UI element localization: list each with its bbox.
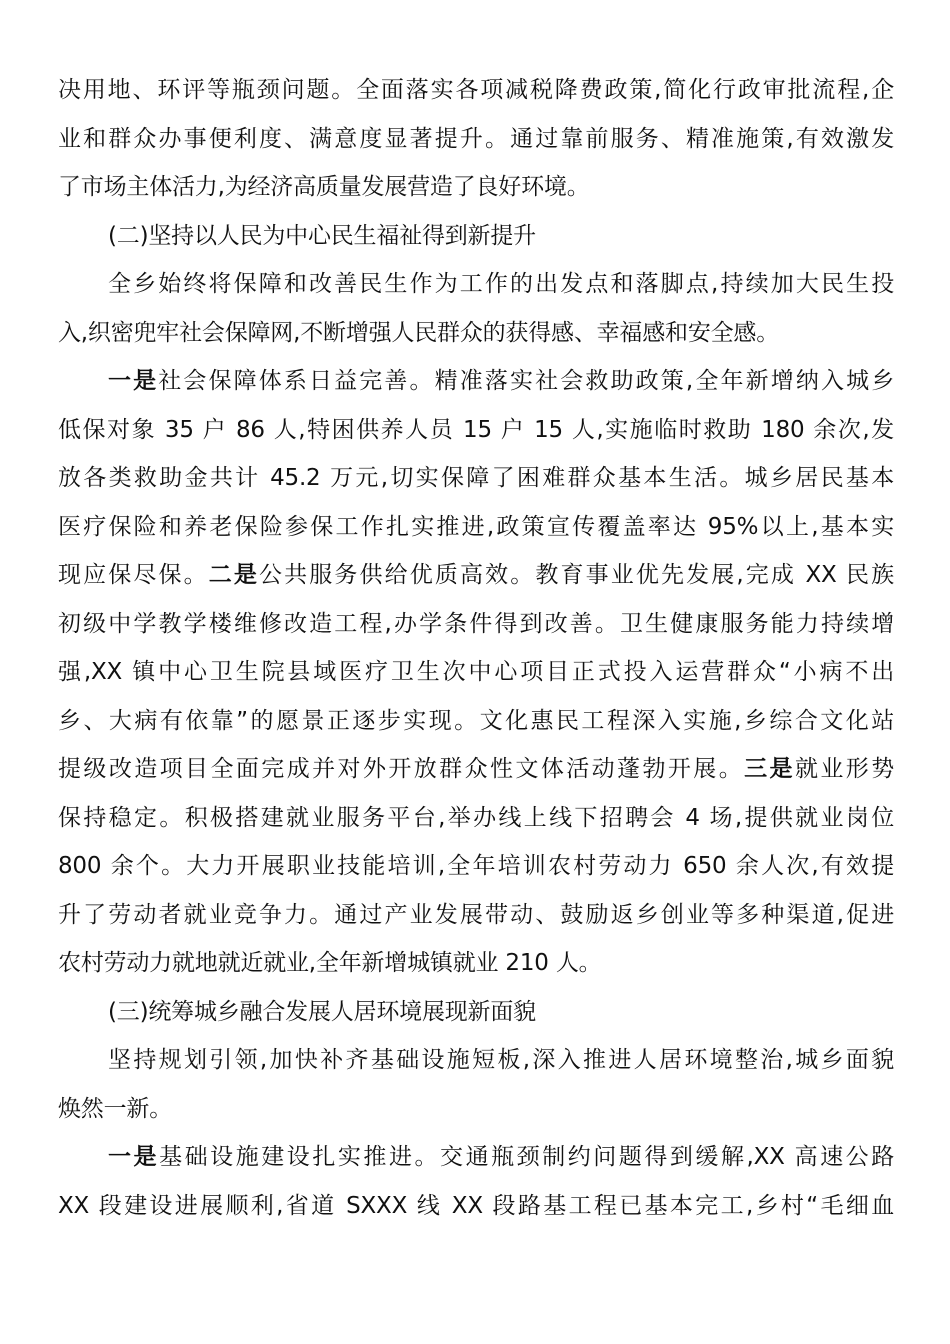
- paragraph-line: 坚持规划引领,加快补齐基础设施短板,深入推进人居环境整治,城乡面貌: [108, 1047, 894, 1073]
- section-heading-2: (二)坚持以人民为中心民生福祉得到新提升: [108, 222, 536, 249]
- paragraph-line: 决用地、环评等瓶颈问题。全面落实各项减税降费政策,简化行政审批流程,企: [58, 77, 894, 103]
- line-text: 公共服务供给优质高效。教育事业优先发展,完成 XX 民族: [259, 562, 894, 588]
- line-text: 就业形势: [794, 756, 894, 782]
- line-text: 现应保尽保。: [58, 562, 209, 588]
- paragraph-line: 乡、大病有依靠”的愿景正逐步实现。文化惠民工程深入实施,乡综合文化站: [58, 707, 894, 734]
- document-page: [58, 66, 894, 1230]
- paragraph-line: 保持稳定。积极搭建就业服务平台,举办线上线下招聘会 4 场,提供就业岗位: [58, 804, 894, 831]
- paragraph-line: 低保对象 35 户 86 人,特困供养人员 15 户 15 人,实施临时救助 180 余次,发: [58, 416, 894, 443]
- paragraph-line: [58, 1133, 894, 1182]
- paragraph-line: 入,织密兜牢社会保障网,不断增强人民群众的获得感、幸福感和安全感。: [58, 319, 780, 346]
- paragraph-line: [58, 551, 894, 600]
- paragraph-line: 放各类救助金共计 45.2 万元,切实保障了困难群众基本生活。城乡居民基本: [58, 465, 894, 491]
- line-text: 社会保障体系日益完善。精准落实社会救助政策,全年新增纳入城乡: [158, 368, 895, 394]
- paragraph-line: [58, 357, 894, 406]
- paragraph-line: 全乡始终将保障和改善民生作为工作的出发点和落脚点,持续加大民生投: [108, 271, 894, 297]
- paragraph-line: 强,XX 镇中心卫生院县域医疗卫生次中心项目正式投入运营群众“小病不出: [58, 659, 894, 685]
- bold-lead: 一是: [108, 368, 159, 394]
- paragraph-line: 初级中学教学楼维修改造工程,办学条件得到改善。卫生健康服务能力持续增: [58, 610, 894, 637]
- paragraph-line: XX 段建设进展顺利,省道 SXXX 线 XX 段路基工程已基本完工,乡村“毛细血: [58, 1192, 894, 1219]
- paragraph-line: 焕然一新。: [58, 1095, 173, 1122]
- paragraph-line: 医疗保险和养老保险参保工作扎实推进,政策宣传覆盖率达 95%以上,基本实: [58, 513, 894, 540]
- line-text: 基础设施建设扎实推进。交通瓶颈制约问题得到缓解,XX 高速公路: [159, 1144, 895, 1170]
- paragraph-line: 农村劳动力就地就近就业,全年新增城镇就业 210 人。: [58, 950, 602, 976]
- paragraph-line: 升了劳动者就业竞争力。通过产业发展带动、鼓励返乡创业等多种渠道,促进: [58, 901, 894, 928]
- paragraph-line: 了市场主体活力,为经济高质量发展营造了良好环境。: [58, 174, 590, 200]
- paragraph-line: [58, 745, 894, 794]
- paragraph-line: 800 余个。大力开展职业技能培训,全年培训农村劳动力 650 余人次,有效提: [58, 853, 894, 879]
- section-heading-3: (三)统筹城乡融合发展人居环境展现新面貌: [108, 998, 536, 1025]
- bold-lead: 二是: [208, 562, 259, 588]
- bold-lead: 一是: [108, 1144, 160, 1170]
- line-text: 提级改造项目全面完成并对外开放群众性文体活动蓬勃开展。: [58, 756, 745, 782]
- bold-lead: 三是: [744, 756, 795, 782]
- paragraph-line: 业和群众办事便利度、满意度显著提升。通过靠前服务、精准施策,有效激发: [58, 125, 894, 152]
